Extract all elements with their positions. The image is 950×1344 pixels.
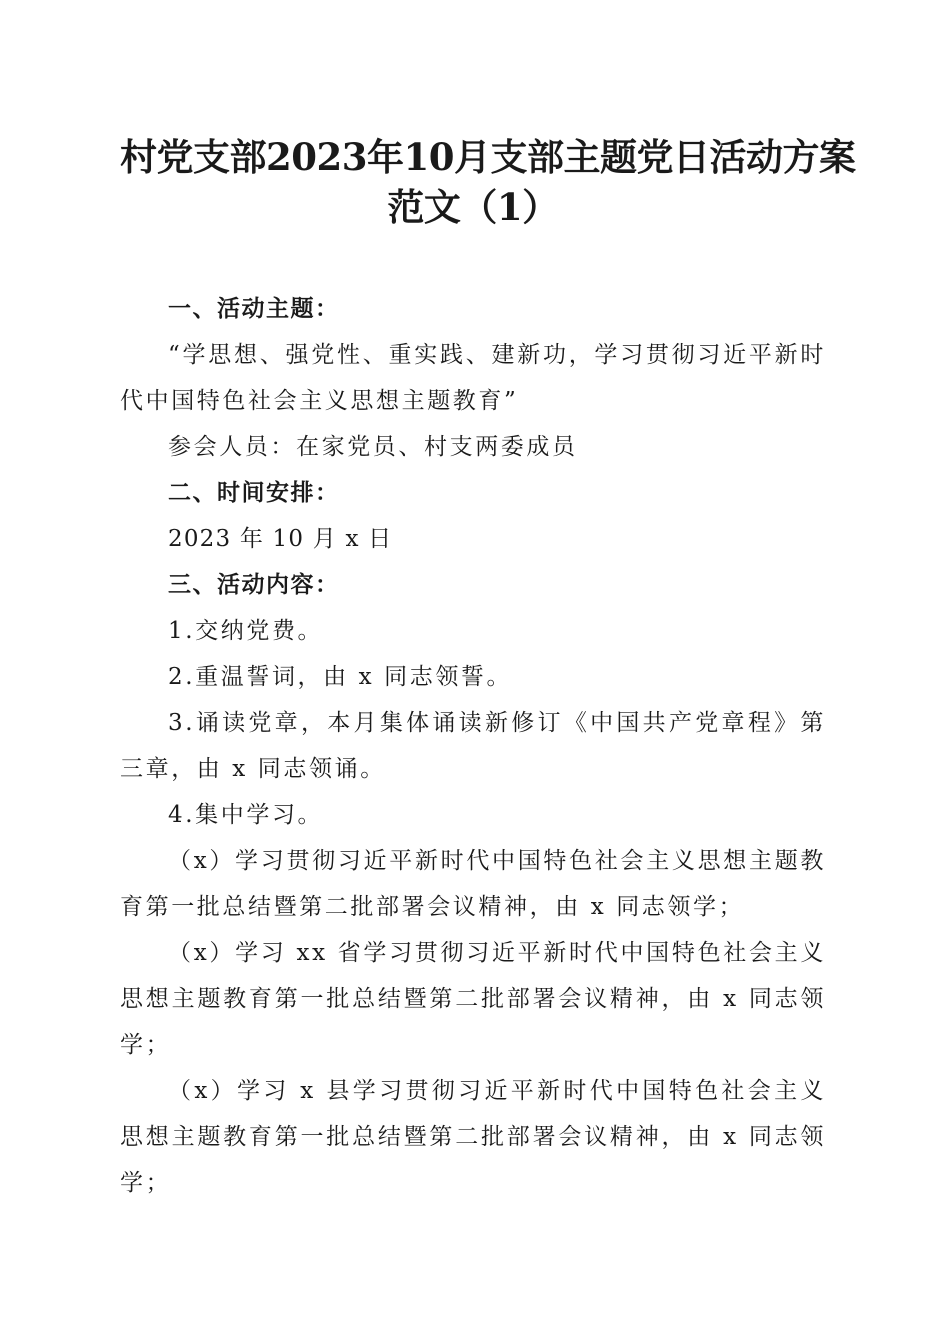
section-heading-schedule: 二、时间安排：	[168, 480, 340, 506]
study-item-2: （x）学习 xx 省学习贯彻习近平新时代中国特色社会主义思想主题教育第一批总结暨第二批部署会议精神，由 x 同志领学；	[120, 940, 826, 1058]
title-line-1: 村党支部2023年10月支部主题党日活动方案	[120, 135, 856, 179]
document-title	[120, 132, 856, 232]
theme-paragraph: “学思想、强党性、重实践、建新功，学习贯彻习近平新时代中国特色社会主义思想主题教育”	[120, 342, 826, 414]
study-item-1: （x）学习贯彻习近平新时代中国特色社会主义思想主题教育第一批总结暨第二批部署会议精神，由 x 同志领学；	[120, 848, 826, 920]
content-item-3: 3.诵读党章，本月集体诵读新修订《中国共产党章程》第三章，由 x 同志领诵。	[120, 710, 826, 782]
content-item-2: 2.重温誓词，由 x 同志领誓。	[168, 664, 513, 690]
title-line-2: 范文（1）	[387, 185, 559, 229]
section-heading-content: 三、活动内容：	[168, 572, 340, 598]
date-paragraph: 2023 年 10 月 x 日	[168, 526, 393, 552]
content-item-4: 4.集中学习。	[168, 802, 324, 828]
section-heading-theme: 一、活动主题：	[168, 296, 340, 322]
content-item-1: 1.交纳党费。	[168, 618, 324, 644]
document-body	[120, 286, 826, 1206]
participants-paragraph: 参会人员：在家党员、村支两委成员	[168, 434, 578, 460]
study-item-3: （x）学习 x 县学习贯彻习近平新时代中国特色社会主义思想主题教育第一批总结暨第二批部署会议精神，由 x 同志领学；	[120, 1078, 826, 1196]
